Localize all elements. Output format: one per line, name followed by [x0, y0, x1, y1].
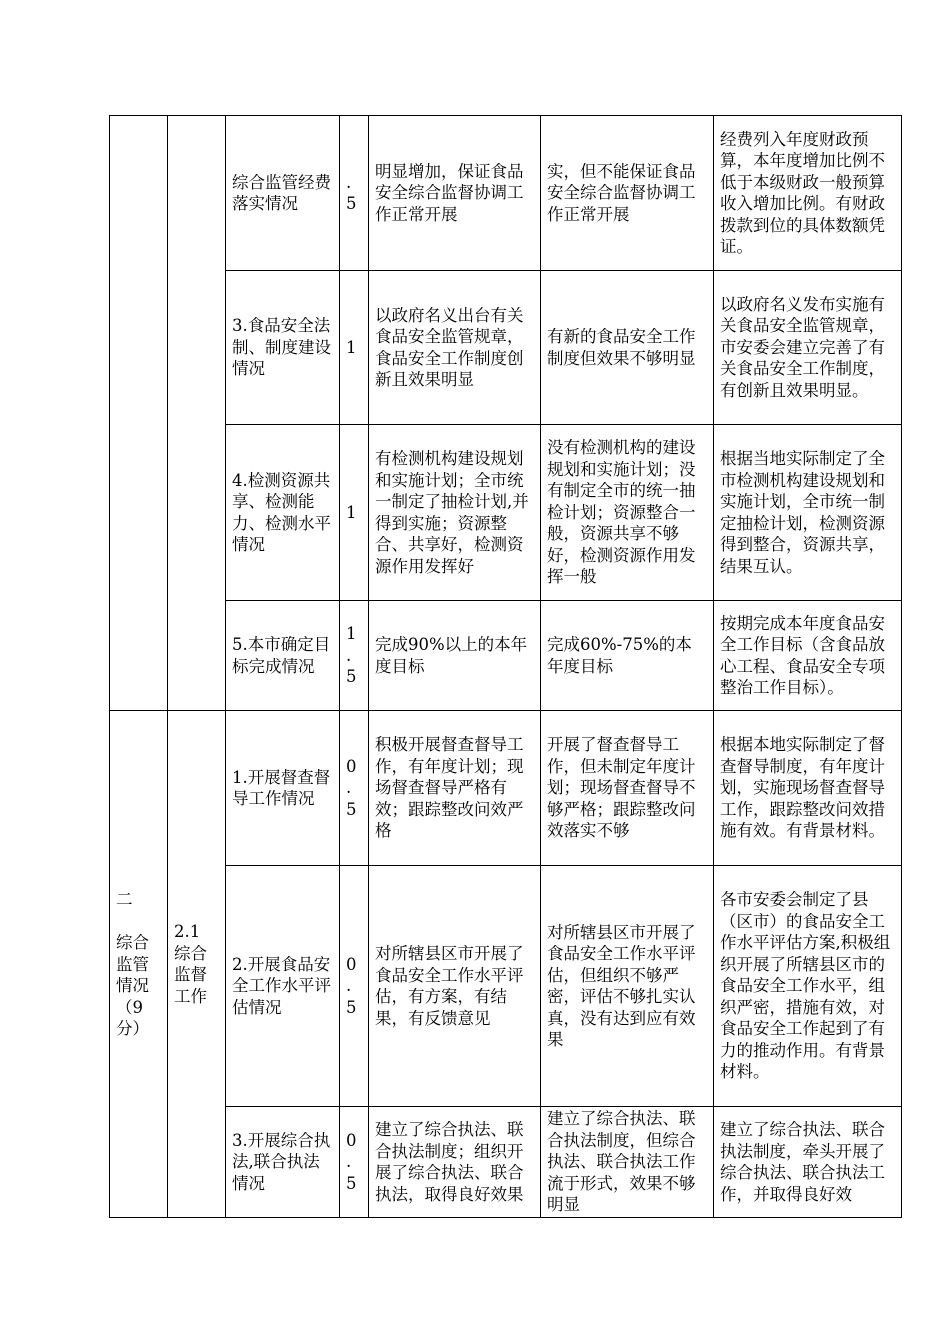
score-cell: 1 [340, 271, 369, 425]
table-row [110, 601, 902, 711]
section-name: 综合监管情况 [116, 933, 149, 995]
evaluation-table [109, 115, 902, 1218]
basis-cell: 各市安委会制定了县（区市）的食品安全工作水平评估方案,积极组织开展了所辖县区市的食品安全工作水平，组织严密，措施有效，对食品安全工作起到了有力的推动作用。有背景材料。 [714, 866, 902, 1107]
table-row [110, 116, 902, 271]
section-one-cell [110, 116, 168, 711]
partial-score-criteria-cell: 完成60%-75%的本年度目标 [541, 601, 714, 711]
full-score-criteria-cell: 有检测机构建设规划和实施计划；全市统一制定了抽检计划,并得到实施；资源整合、共享好，检测资源作用发挥好 [369, 425, 541, 601]
partial-score-criteria-cell: 建立了综合执法、联合执法制度，但综合执法、联合执法工作流于形式，效果不够明显 [541, 1107, 714, 1218]
table-row [110, 711, 902, 866]
item-cell: 5.本市确定目标完成情况 [226, 601, 340, 711]
basis-cell: 建立了综合执法、联合执法制度，牵头开展了综合执法、联合执法工作，并取得良好效 [714, 1107, 902, 1218]
full-score-criteria-cell: 建立了综合执法、联合执法制度；组织开展了综合执法、联合执法，取得良好效果 [369, 1107, 541, 1218]
item-cell: 3.食品安全法制、制度建设情况 [226, 271, 340, 425]
basis-cell: 经费列入年度财政预算，本年度增加比例不低于本级财政一般预算收入增加比例。有财政拨款到位的具体数额凭证。 [714, 116, 902, 271]
subsection-one-cell [168, 116, 226, 711]
partial-score-criteria-cell: 有新的食品安全工作制度但效果不够明显 [541, 271, 714, 425]
section-points: （9分） [116, 997, 149, 1038]
item-cell: 3.开展综合执法,联合执法情况 [226, 1107, 340, 1218]
item-cell: 综合监管经费落实情况 [226, 116, 340, 271]
partial-score-criteria-cell: 没有检测机构的建设规划和实施计划；没有制定全市的统一抽检计划；资源整合一般，资源共享不够好，检测资源作用发挥一般 [541, 425, 714, 601]
item-cell: 1.开展督查督导工作情况 [226, 711, 340, 866]
full-score-criteria-cell: 明显增加，保证食品安全综合监督协调工作正常开展 [369, 116, 541, 271]
table-row [110, 425, 902, 601]
section-number: 二 [116, 889, 133, 909]
score-cell: 1 [340, 425, 369, 601]
score-cell: 0 . 5 [340, 1107, 369, 1218]
score-cell: 0 . 5 [340, 866, 369, 1107]
partial-score-criteria-cell: 对所辖县区市开展了食品安全工作水平评估，但组织不够严密，评估不够扎实认真，没有达到应有效果 [541, 866, 714, 1107]
subsection-cell [168, 711, 226, 1218]
subsection-name: 综合监督工作 [174, 943, 207, 1006]
section-two-cell [110, 711, 168, 1218]
basis-cell: 根据本地实际制定了督查督导制度，有年度计划，实施现场督查督导工作，跟踪整改问效措施有效。有背景材料。 [714, 711, 902, 866]
subsection-number: 2.1 [174, 922, 201, 941]
full-score-criteria-cell: 以政府名义出台有关食品安全监管规章，食品安全工作制度创新且效果明显 [369, 271, 541, 425]
partial-score-criteria-cell: 开展了督查督导工作，但未制定年度计划；现场督查督导不够严格；跟踪整改问效落实不够 [541, 711, 714, 866]
full-score-criteria-cell: 完成90%以上的本年度目标 [369, 601, 541, 711]
table-row [110, 866, 902, 1107]
item-cell: 4.检测资源共享、检测能力、检测水平情况 [226, 425, 340, 601]
table-row [110, 1107, 902, 1218]
full-score-criteria-cell: 积极开展督查督导工作，有年度计划；现场督查督导严格有效；跟踪整改问效严格 [369, 711, 541, 866]
basis-cell: 根据当地实际制定了全市检测机构建设规划和实施计划，全市统一制定抽检计划，检测资源得到整合，资源共享，结果互认。 [714, 425, 902, 601]
score-cell: 0 . 5 [340, 711, 369, 866]
basis-cell: 按期完成本年度食品安全工作目标（含食品放心工程、食品安全专项整治工作目标）。 [714, 601, 902, 711]
table-row [110, 271, 902, 425]
partial-score-criteria-cell: 实，但不能保证食品安全综合监督协调工作正常开展 [541, 116, 714, 271]
full-score-criteria-cell: 对所辖县区市开展了食品安全工作水平评估，有方案，有结果，有反馈意见 [369, 866, 541, 1107]
basis-cell: 以政府名义发布实施有关食品安全监管规章，市安委会建立完善了有关食品安全工作制度，有创新且效果明显。 [714, 271, 902, 425]
score-cell: 1 . 5 [340, 601, 369, 711]
item-cell: 2.开展食品安全工作水平评估情况 [226, 866, 340, 1107]
score-cell: . 5 [340, 116, 369, 271]
